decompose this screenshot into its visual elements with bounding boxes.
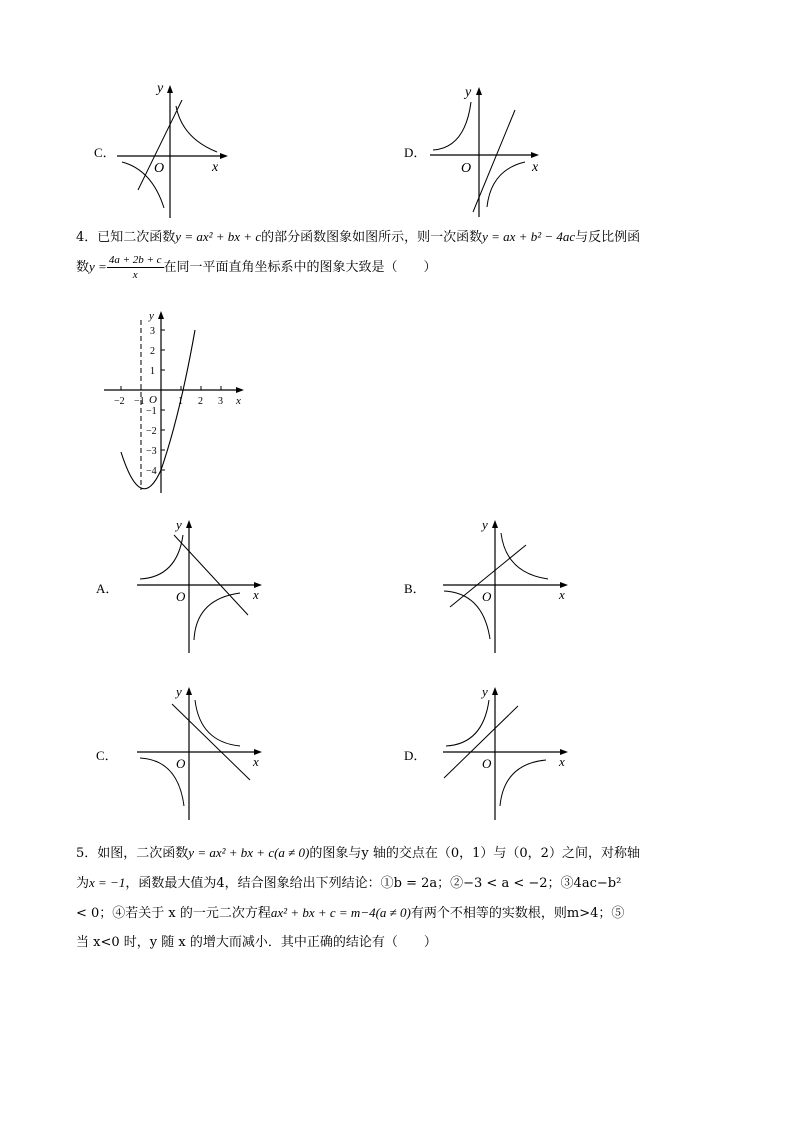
q4-frac-denominator: x — [132, 269, 138, 281]
q4-text-d: 数 — [76, 260, 90, 275]
x-tick-label: −2 — [114, 396, 125, 407]
q4-linear-function: y = ax + b² − 4ac — [482, 229, 576, 244]
question-number: 4． — [76, 230, 98, 245]
x-axis-label: x — [212, 160, 219, 175]
parabola-curve — [121, 330, 195, 489]
origin-label: O — [176, 756, 186, 771]
q5-text: 为 — [76, 876, 90, 891]
y-axis-arrow — [492, 520, 498, 528]
q4-option-d-graph[interactable] — [438, 682, 573, 822]
q5-conclusion-5: 当 x<0 时，y 随 x 的增大而减小．其中正确的结论有（ ） — [76, 935, 437, 950]
x-axis-label: x — [532, 160, 539, 175]
q4-frac-numerator: 4a + 2b + c — [108, 254, 162, 266]
q4-text-a: 已知二次函数 — [97, 230, 176, 245]
q4-option-c-graph[interactable] — [132, 682, 267, 822]
q4-option-b-label[interactable]: B． — [404, 581, 426, 596]
y-axis-label: y — [157, 81, 164, 96]
y-tick-label: −4 — [146, 466, 157, 477]
q5-text: ，函数最大值为4，结合图象给出下列结论： — [125, 876, 381, 891]
q4-option-a-graph[interactable] — [132, 515, 267, 655]
q5-conclusion-1: ①b = 2a； — [380, 876, 451, 891]
y-tick-label: −1 — [146, 406, 157, 417]
hyperbola-branch-q4 — [500, 760, 546, 806]
q4-option-b-graph[interactable] — [438, 515, 573, 655]
hyperbola-branch-q4 — [487, 162, 525, 207]
q4-frac-lhs: y = — [89, 259, 107, 274]
q3-option-d-label[interactable]: D． — [404, 145, 427, 160]
y-axis-label: y — [482, 684, 488, 699]
hyperbola-branch-q2 — [140, 535, 183, 579]
q3-option-c-label[interactable]: C． — [94, 145, 116, 160]
origin-label: O — [154, 161, 165, 176]
q5-conclusion-4: ④若关于 x 的一元二次方程 — [112, 906, 271, 921]
q4-option-c-label[interactable]: C． — [96, 748, 118, 763]
q5-conclusion-3: ③4ac−b² — [560, 876, 622, 891]
q5-conclusion-5-mark: ⑤ — [611, 906, 625, 921]
y-axis-label: y — [465, 85, 472, 100]
hyperbola-branch-q2 — [446, 700, 489, 746]
q5-quadratic-function: y = ax² + bx + c(a ≠ 0) — [188, 845, 310, 860]
origin-label: O — [482, 756, 492, 771]
y-axis-label: y — [149, 310, 154, 322]
y-axis-arrow — [186, 687, 192, 695]
q4-fraction — [107, 253, 164, 282]
q4-text-b: 的部分函数图象如图所示，则一次函数 — [261, 230, 483, 245]
y-axis-arrow — [158, 311, 164, 319]
y-axis-label: y — [176, 517, 182, 532]
x-axis-arrow — [236, 387, 244, 393]
q5-conclusion-4-cont: 有两个不相等的实数根，则m>4； — [410, 906, 612, 921]
y-axis-arrow — [186, 520, 192, 528]
y-tick-label: 2 — [150, 346, 155, 357]
q5-conclusion-2: ②−3 < a < −2； — [450, 876, 561, 891]
line-graph — [138, 100, 182, 190]
x-tick-label: −1 — [134, 396, 145, 407]
origin-label: O — [482, 589, 492, 604]
y-axis-arrow — [492, 687, 498, 695]
y-tick-label: 3 — [150, 326, 155, 337]
x-axis-arrow — [531, 152, 539, 158]
y-tick-label: −3 — [146, 446, 157, 457]
q4-option-a-label[interactable]: A． — [96, 581, 119, 596]
origin-label: O — [176, 589, 186, 604]
q5-text: 如图，二次函数 — [97, 846, 189, 861]
q4-text-e: 在同一平面直角坐标系中的图象大致是（ ） — [163, 260, 437, 275]
x-axis-label: x — [236, 395, 241, 407]
hyperbola-branch-q4 — [194, 593, 240, 640]
q4-quadratic-function: y = ax² + bx + c — [175, 229, 262, 244]
y-axis-label: y — [482, 517, 488, 532]
question-5 — [76, 838, 726, 957]
hyperbola-branch-q1 — [176, 106, 217, 152]
x-axis-label: x — [559, 587, 565, 602]
line-graph — [444, 706, 518, 778]
q4-parabola-figure — [100, 305, 250, 495]
x-axis-label: x — [559, 754, 565, 769]
q5-text: 的图象与y 轴的交点在（0，1）与（0，2）之间，对称轴 — [309, 846, 640, 861]
x-axis-arrow — [220, 153, 228, 159]
hyperbola-branch-q2 — [433, 102, 471, 150]
y-axis-arrow — [476, 87, 482, 95]
question-number: 5． — [76, 846, 98, 861]
q4-text-c: 与反比例函 — [575, 230, 641, 245]
q5-equation: ax² + bx + c = m−4(a ≠ 0) — [270, 905, 411, 920]
question-4 — [76, 222, 726, 282]
origin-label: O — [461, 161, 472, 176]
y-tick-label: −2 — [146, 426, 157, 437]
q5-symmetry-axis: x = −1 — [89, 875, 126, 890]
y-axis-arrow — [167, 85, 173, 93]
hyperbola-branch-q1 — [501, 533, 548, 579]
y-axis-label: y — [176, 684, 182, 699]
q3-option-c-graph[interactable] — [112, 78, 242, 223]
x-tick-label: 2 — [198, 396, 203, 407]
x-axis-label: x — [253, 754, 259, 769]
x-tick-label: 3 — [218, 396, 223, 407]
x-axis-label: x — [253, 587, 259, 602]
y-tick-label: 1 — [150, 366, 155, 377]
q3-option-d-graph[interactable] — [425, 82, 550, 222]
q4-option-d-label[interactable]: D． — [404, 748, 427, 763]
x-tick-label: 1 — [178, 396, 183, 407]
hyperbola-branch-q1 — [195, 700, 240, 746]
origin-label: O — [149, 394, 157, 406]
q5-conclusion-3-cont: < 0； — [76, 906, 113, 921]
